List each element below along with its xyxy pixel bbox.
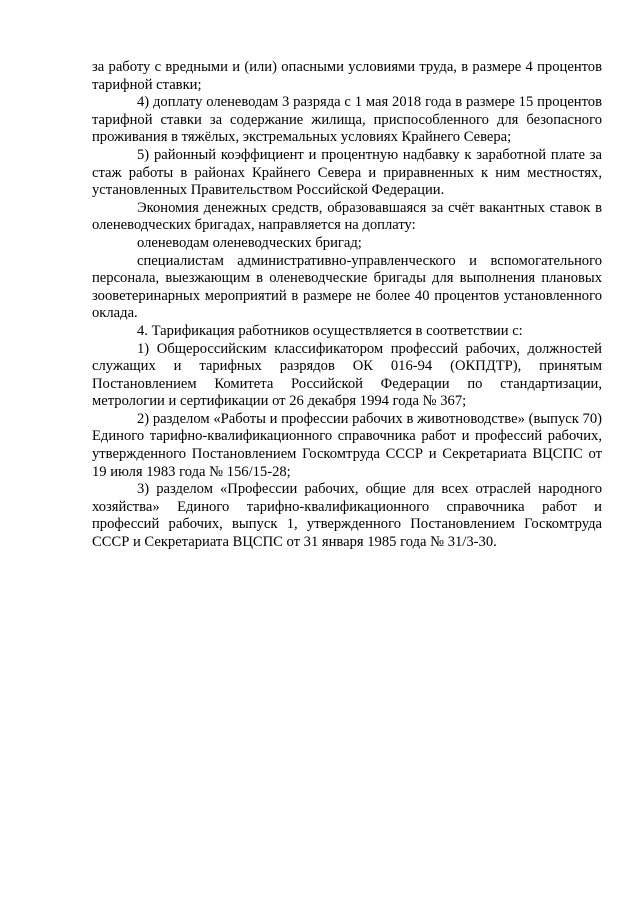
paragraph-tariff-item-2: 2) разделом «Работы и профессии рабочих в животноводстве» (выпуск 70) Единого тарифно-квалификационного справочника работ и профессий рабочих, утвержденного Постановлением Госкомтруда СССР и Секретариата ВЦСПС от 19 июля 1983 года № 156/15-28; [92, 410, 602, 480]
paragraph-hazard-conditions: за работу с вредными и (или) опасными условиями труда, в размере 4 процентов тарифной ставки; [92, 59, 602, 93]
paragraph-tariff-item-1: 1) Общероссийским классификатором профессий рабочих, должностей служащих и тарифных разрядов ОК 016-94 (ОКПДТР), принятым Постановлением Комитета Российской Федерации по стандартизации, метрологии и сертификации от 26 декабря 1994 года № 367; [92, 340, 602, 410]
paragraph-savings-allocation: Экономия денежных средств, образовавшаяся за счёт вакантных ставок в оленеводческих бригадах, направляется на доплату: [92, 199, 602, 234]
document-body [92, 59, 602, 552]
paragraph-tariff-item-3: 3) разделом «Профессии рабочих, общие для всех отраслей народного хозяйства» Единого тарифно-квалификационного справочника работ и профессий рабочих, выпуск 1, утвержденного Постановлением Госкомтруда СССР и Секретариата ВЦСПС от 31 января 1985 года № 31/3-30. [92, 481, 602, 551]
paragraph-administrative-staff: специалистам административно-управленческого и вспомогательного персонала, выезжающим в оленеводческие бригады для выполнения плановых зооветеринарных мероприятий в размере не более 40 процентов установленного оклада. [92, 252, 602, 322]
paragraph-herders-brigades: оленеводам оленеводческих бригад; [137, 234, 362, 251]
paragraph-item-4-herders-allowance: 4) доплату оленеводам 3 разряда с 1 мая 2018 года в размере 15 процентов тарифной ставки за содержание жилища, приспособленного для безопасного проживания в тяжёлых, экстремальных условиях Крайнего Севера; [92, 94, 602, 146]
paragraph-section-4-tariffing: 4. Тарификация работников осуществляется в соответствии с: [137, 322, 523, 339]
paragraph-item-5-regional-coefficient: 5) районный коэффициент и процентную надбавку к заработной плате за стаж работы в районах Крайнего Севера и приравненных к ним местностях, установленных Правительством Российской Федерации. [92, 146, 602, 199]
